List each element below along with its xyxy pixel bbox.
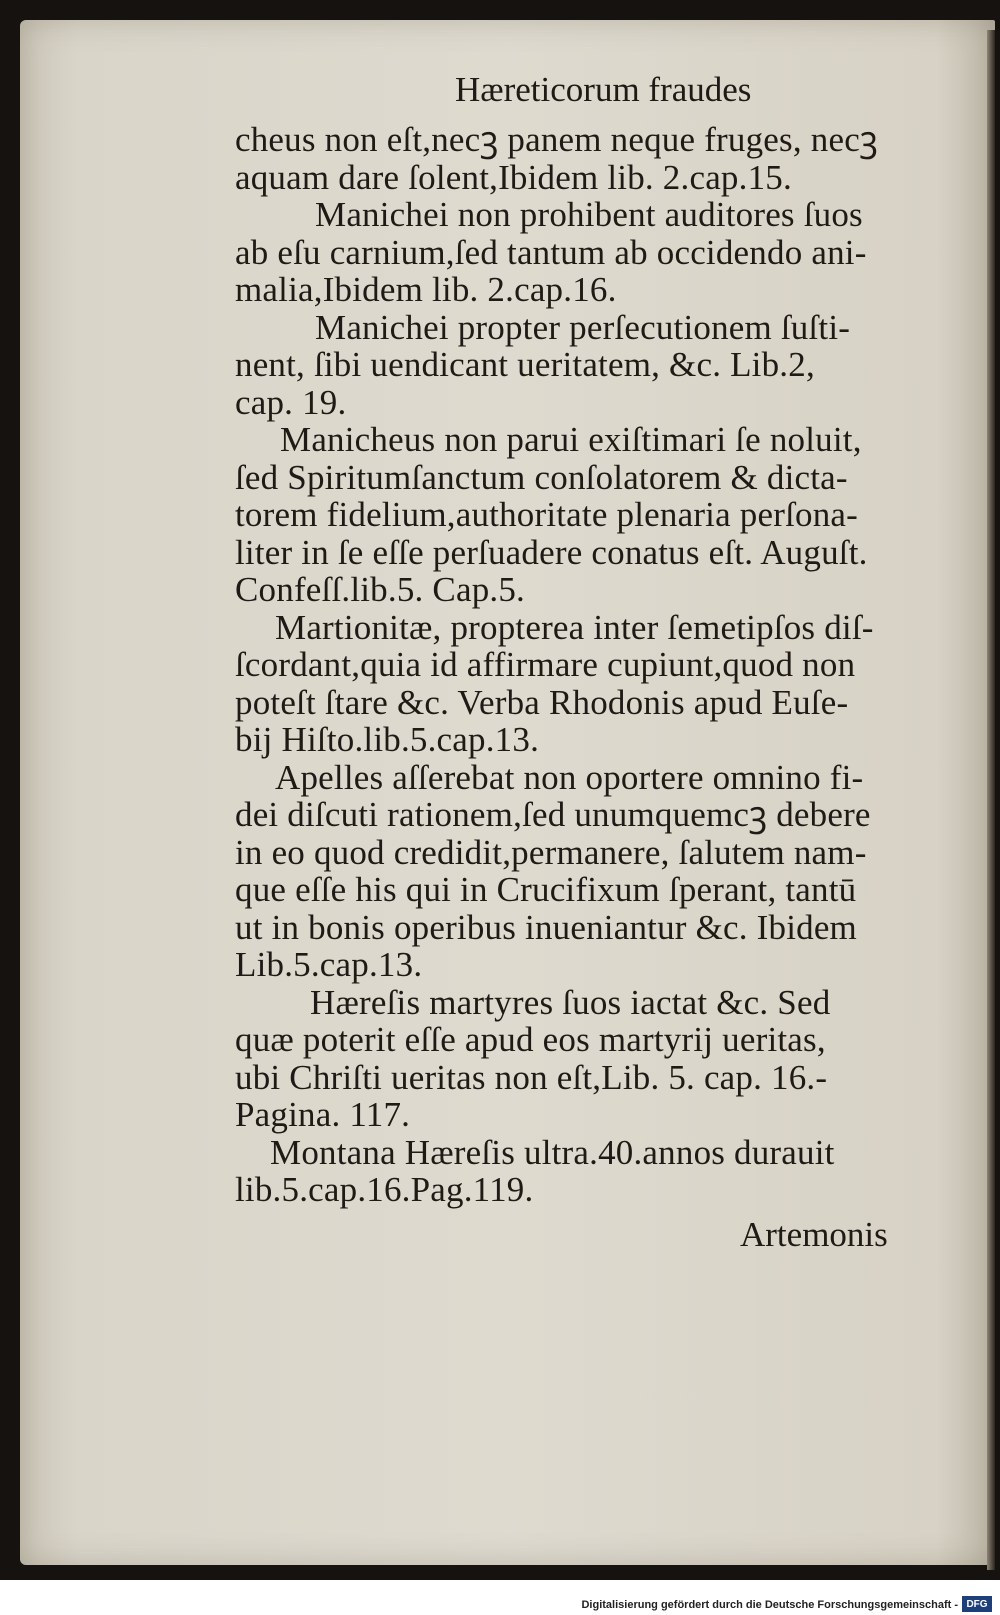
text-line: liter in ſe eſſe perſuadere conatus eſt. Auguſt. xyxy=(235,532,868,572)
page-text xyxy=(235,121,970,1209)
text-line: nent, ſibi uendicant ueritatem, &c. Lib.2, xyxy=(235,345,815,384)
text-line: dei diſcuti rationem,ſed unumquemcꝫ debere xyxy=(235,795,871,834)
catchword: Artemonis xyxy=(740,1215,888,1254)
text-line: ſed Spiritumſanctum conſolatorem & dicta- xyxy=(235,457,848,497)
text-line: lib.5.cap.16.Pag.119. xyxy=(235,1170,534,1209)
text-line: aquam dare ſolent,Ibidem lib. 2.cap.15. xyxy=(235,157,792,197)
text-line: Martionitæ, propterea inter ſemetipſos diſ- xyxy=(275,607,874,647)
text-line: ubi Chriſti ueritas non eſt,Lib. 5. cap. 16.- xyxy=(235,1057,828,1097)
text-line: Manichei non prohibent auditores ſuos xyxy=(315,195,863,234)
text-line: malia,Ibidem lib. 2.cap.16. xyxy=(235,270,617,309)
text-line: Pagina. 117. xyxy=(235,1095,411,1134)
text-line: bij Hiſto.lib.5.cap.13. xyxy=(235,720,540,759)
running-head: Hæreticorum fraudes xyxy=(455,70,752,109)
text-line: ut in bonis operibus inueniantur &c. Ibidem xyxy=(235,907,857,947)
text-line: Apelles aſſerebat non oportere omnino fi- xyxy=(275,757,864,797)
text-line: Lib.5.cap.13. xyxy=(235,945,423,984)
text-line: Confeſſ.lib.5. Cap.5. xyxy=(235,570,526,609)
funding-credit: Digitalisierung gefördert durch die Deutsche Forschungsgemeinschaft - xyxy=(581,1599,958,1611)
text-line: Manichei propter perſecutionem ſuſti- xyxy=(315,307,851,347)
dfg-logo: DFG xyxy=(962,1596,992,1612)
page-edge-shadow xyxy=(987,30,995,1570)
text-line: Manicheus non parui exiſtimari ſe noluit, xyxy=(280,420,862,459)
text-line: in eo quod credidit,permanere, ſalutem nam- xyxy=(235,832,867,872)
text-line: quæ poterit eſſe apud eos martyrij ueritas, xyxy=(235,1020,826,1059)
text-line: Montana Hæreſis ultra.40.annos durauit xyxy=(270,1132,835,1172)
text-line: torem fidelium,authoritate plenaria perſona- xyxy=(235,495,858,534)
text-line: ſcordant,quia id affirmare cupiunt,quod non xyxy=(235,645,856,684)
text-line: cap. 19. xyxy=(235,382,347,422)
text-line: que eſſe his qui in Crucifixum ſperant, tantū xyxy=(235,870,857,909)
text-line: Hæreſis martyres ſuos iactat &c. Sed xyxy=(310,982,831,1022)
text-line: ab eſu carnium,ſed tantum ab occidendo ani- xyxy=(235,232,867,272)
text-line: cheus non eſt,necꝫ panem neque fruges, necꝫ xyxy=(235,120,879,159)
text-line: poteſt ſtare &c. Verba Rhodonis apud Euſe- xyxy=(235,682,849,722)
